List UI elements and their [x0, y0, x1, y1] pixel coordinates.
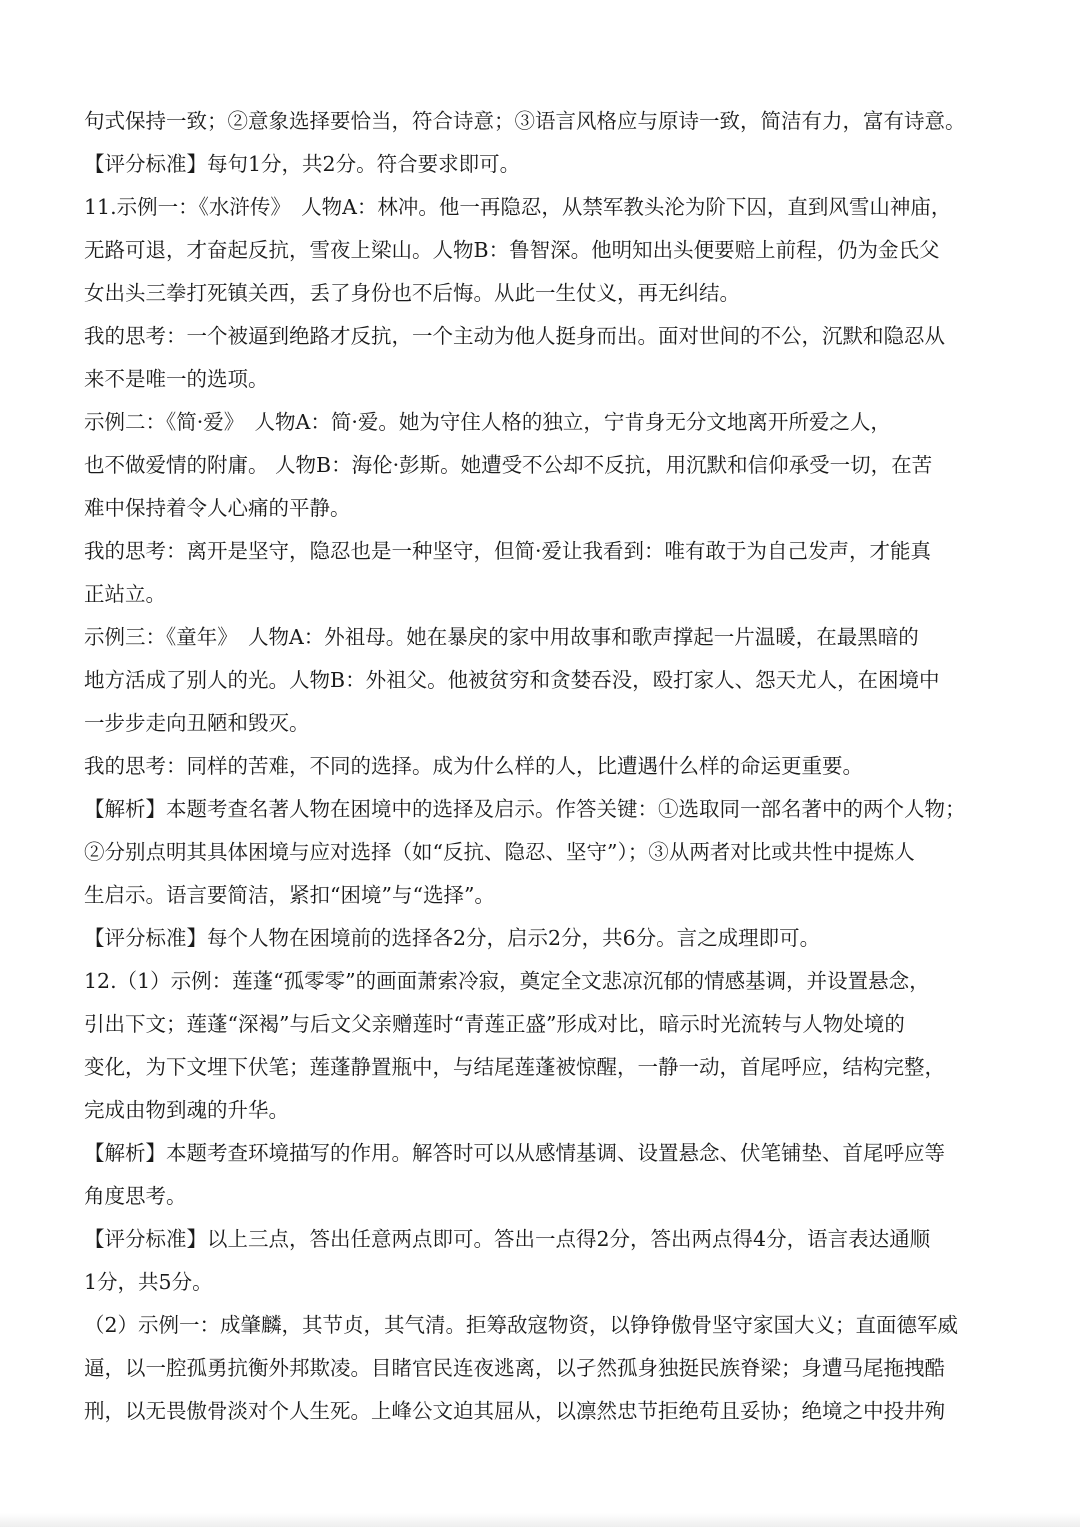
text-line: 来不是唯一的选项。 — [84, 367, 269, 391]
text-line: 示例三：《童年》 人物A：外祖母。她在暴戾的家中用故事和歌声撑起一片温暖，在最黑暗的 — [84, 625, 919, 649]
text-line: 12.（1）示例：莲蓬“孤零零”的画面萧索冷寂，奠定全文悲凉沉郁的情感基调，并设置悬念， — [84, 969, 930, 993]
text-line: 我的思考：一个被逼到绝路才反抗，一个主动为他人挺身而出。面对世间的不公，沉默和隐忍从 — [84, 324, 945, 348]
text-line: 女出头三拳打死镇关西，丢了身份也不后悔。从此一生仗义，再无纠结。 — [84, 281, 740, 305]
text-line: 刑，以无畏傲骨淡对个人生死。上峰公文迫其屈从，以凛然忠节拒绝苟且妥协；绝境之中投井殉 — [84, 1399, 945, 1423]
text-line: 我的思考：同样的苦难，不同的选择。成为什么样的人，比遭遇什么样的命运更重要。 — [84, 754, 863, 778]
text-line: 角度思考。 — [84, 1184, 187, 1208]
text-line: 句式保持一致；②意象选择要恰当，符合诗意；③语言风格应与原诗一致，简洁有力，富有诗意。 — [84, 109, 966, 133]
text-line: 示例二：《简·爱》 人物A：简·爱。她为守住人格的独立，宁肯身无分文地离开所爱之人， — [84, 410, 891, 434]
text-line: 无路可退，才奋起反抗，雪夜上梁山。人物B：鲁智深。他明知出头便要赔上前程，仍为金氏父 — [84, 238, 940, 262]
page-bottom-edge — [0, 1513, 1080, 1527]
text-line: 【评分标准】每个人物在困境前的选择各2分，启示2分，共6分。言之成理即可。 — [84, 926, 821, 950]
text-line: 变化，为下文埋下伏笔；莲蓬静置瓶中，与结尾莲蓬被惊醒，一静一动，首尾呼应，结构完整， — [84, 1055, 945, 1079]
text-line: ②分别点明其具体困境与应对选择（如“反抗、隐忍、坚守”）；③从两者对比或共性中提炼人 — [84, 840, 915, 864]
text-line: 引出下文；莲蓬“深褐”与后文父亲赠莲时“青莲正盛”形成对比，暗示时光流转与人物处境的 — [84, 1012, 905, 1036]
text-line: 【解析】本题考查环境描写的作用。解答时可以从感情基调、设置悬念、伏笔铺垫、首尾呼应等 — [84, 1141, 945, 1165]
text-line: 【解析】本题考查名著人物在困境中的选择及启示。作答关键：①选取同一部名著中的两个人物； — [84, 797, 966, 821]
answer-text-block — [84, 100, 1014, 1433]
text-line: 【评分标准】每句1分，共2分。符合要求即可。 — [84, 152, 521, 176]
text-line: 【评分标准】以上三点，答出任意两点即可。答出一点得2分，答出两点得4分，语言表达通顺 — [84, 1227, 931, 1251]
text-line: （2）示例一：成肇麟，其节贞，其气清。拒筹敌寇物资，以铮铮傲骨坚守家国大义；直面德军威 — [84, 1313, 959, 1337]
text-line: 难中保持着令人心痛的平静。 — [84, 496, 351, 520]
text-line: 我的思考：离开是坚守，隐忍也是一种坚守，但简·爱让我看到：唯有敢于为自己发声，才能真 — [84, 539, 932, 563]
text-line: 1分，共5分。 — [84, 1270, 213, 1294]
text-line: 也不做爱情的附庸。 人物B：海伦·彭斯。她遭受不公却不反抗，用沉默和信仰承受一切，在苦 — [84, 453, 933, 477]
text-line: 完成由物到魂的升华。 — [84, 1098, 289, 1122]
text-line: 正站立。 — [84, 582, 166, 606]
text-line: 11.示例一：《水浒传》 人物A：林冲。他一再隐忍，从禁军教头沦为阶下囚，直到风雪山神庙， — [84, 195, 952, 219]
text-line: 地方活成了别人的光。人物B：外祖父。他被贫穷和贪婪吞没，殴打家人、怨天尤人，在困境中 — [84, 668, 940, 692]
text-line: 生启示。语言要简洁，紧扣“困境”与“选择”。 — [84, 883, 495, 907]
text-line: 逼，以一腔孤勇抗衡外邦欺凌。目睹官民连夜逃离，以孑然孤身独挺民族脊梁；身遭马尾拖拽酷 — [84, 1356, 945, 1380]
text-line: 一步步走向丑陋和毁灭。 — [84, 711, 310, 735]
